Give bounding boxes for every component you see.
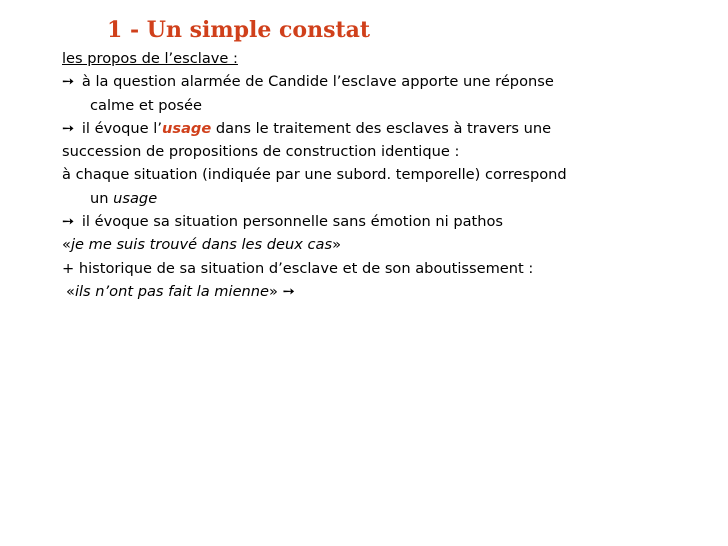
text-line [62, 163, 722, 186]
quote-close: » [269, 282, 278, 300]
quote-text: ils n’ont pas fait la mienne [74, 282, 270, 300]
line-text: il évoque sa situation personnelle sans émotion ni pathos [81, 213, 504, 231]
section-heading: les propos de l’esclave : [62, 50, 238, 67]
quote-open: « [66, 282, 75, 300]
text-line [62, 140, 722, 163]
slide-body [62, 47, 722, 303]
line-text: à chaque situation (indiquée par une subord. temporelle) correspond [62, 166, 567, 184]
text-line [62, 187, 722, 210]
arrow-icon: ➙ [282, 282, 295, 300]
emphasis-usage: usage [113, 189, 158, 207]
text-line [62, 94, 722, 117]
line-text: + historique de sa situation d’esclave et de son aboutissement : [62, 259, 534, 277]
text-line [62, 70, 722, 93]
text-line [62, 280, 722, 303]
line-text: calme et posée [90, 96, 202, 114]
line-text: il évoque l’ [81, 119, 162, 137]
quote-close: » [332, 236, 341, 254]
line-text: un [90, 189, 114, 207]
quote-open: « [62, 236, 71, 254]
slide-title: 1 - Un simple constat [107, 17, 371, 43]
text-line [62, 257, 722, 280]
arrow-icon: ➙ [62, 119, 75, 137]
arrow-icon: ➙ [62, 73, 75, 91]
keyword-usage: usage [162, 119, 212, 137]
text-line [62, 210, 722, 233]
line-text: dans le traitement des esclaves à travers une [211, 119, 552, 137]
line-text: à la question alarmée de Candide l’esclave apporte une réponse [81, 73, 554, 91]
text-line [62, 233, 722, 256]
arrow-icon: ➙ [62, 213, 75, 231]
quote-text: je me suis trouvé dans les deux cas [70, 236, 333, 254]
text-line [62, 117, 722, 140]
line-text: succession de propositions de construction identique : [62, 143, 460, 161]
text-line [62, 47, 722, 70]
